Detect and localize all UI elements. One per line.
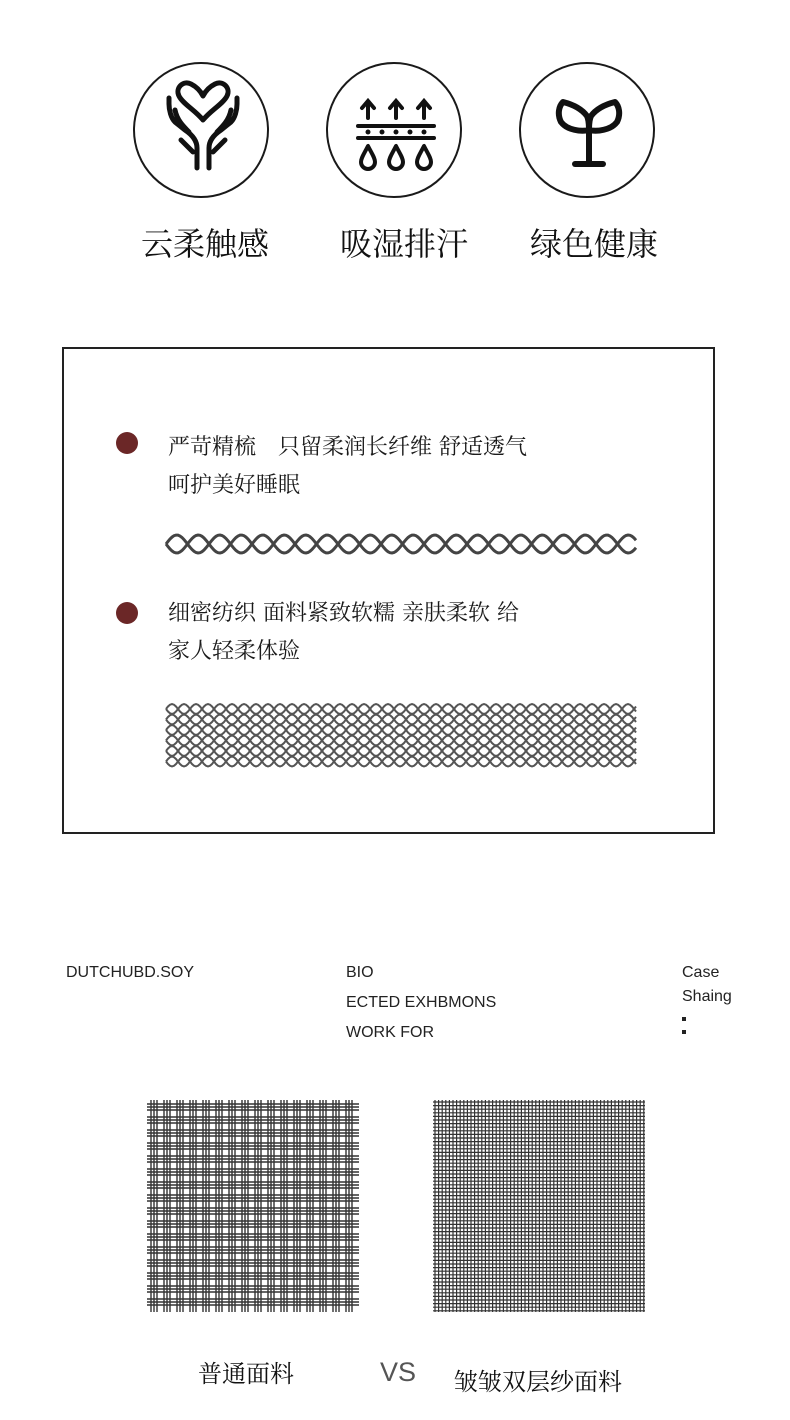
meta-center-line-1: BIO [346,964,374,981]
colon-mark [681,1014,689,1038]
bullet-dot [116,432,138,454]
hands-heart-icon [133,62,269,198]
feature-label-soft-touch: 云柔触感 [140,225,269,263]
vs-label: VS [380,1357,417,1387]
meta-right-line-1: Case [682,964,720,981]
bullet-dot [116,602,138,624]
meta-center-line-3: WORK FOR [346,1024,434,1041]
meta-center-line-2: ECTED EXHBMONS [346,994,497,1011]
regular-fabric-label: 普通面料 [198,1360,294,1388]
bullet-2-line-1: 细密纺织 面料紧致软糯 亲肤柔软 给 [168,601,519,626]
double-gauze-fabric-grid [433,1100,645,1312]
sprout-icon [519,62,655,198]
bullet-2-line-2: 家人轻柔体验 [168,639,301,664]
double-gauze-fabric-label: 皱皱双层纱面料 [454,1368,622,1396]
dense-weave-illustration [164,701,640,769]
feature-label-green-healthy: 绿色健康 [529,225,658,263]
regular-fabric-grid [147,1100,359,1312]
feature-label-moisture-wicking: 吸湿排汗 [339,225,468,263]
bullet-1-line-2: 呵护美好睡眠 [168,473,301,498]
bullet-1-line-1: 严苛精梳 只留柔润长纤维 舒适透气 [168,435,527,460]
loose-weave-illustration [164,527,640,561]
meta-brand: DUTCHUBD.SOY [66,964,195,981]
moisture-wicking-icon [326,62,462,198]
fabric-info-box [62,347,715,834]
meta-right-line-2: Shaing [682,988,732,1005]
